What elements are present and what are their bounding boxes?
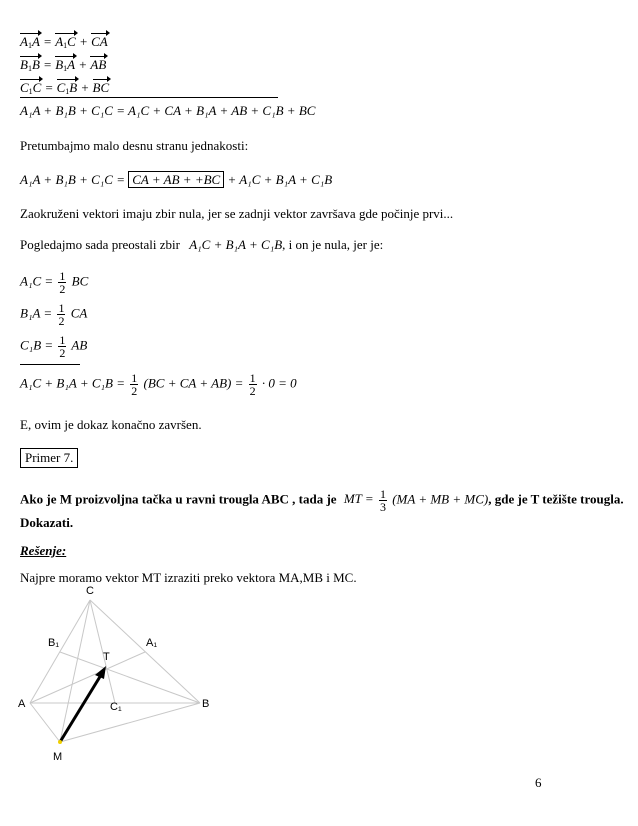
page-number: 6	[535, 775, 542, 790]
text-najpre: Najpre moramo vektor MT izraziti preko vektora MA,MB i MC.	[20, 570, 357, 585]
half-eq-rhs: BC	[71, 273, 89, 289]
point-m	[58, 740, 62, 744]
segment-ma	[30, 703, 60, 742]
triangle-lines	[30, 600, 200, 742]
side-ca	[30, 600, 90, 703]
final-sum-lhs: A₁C + B₁A + C₁B =	[20, 375, 125, 391]
fraction-half: $\frac{1}{2}$	[131, 371, 138, 398]
problem-text-a: Ako je M proizvoljna tačka u ravni trougla ABC , tada je	[20, 491, 337, 507]
label-m: M	[53, 751, 63, 763]
final-sum-end: · 0 = 0	[261, 375, 297, 391]
half-equation-2	[20, 302, 87, 327]
fraction-half-2: $\frac{1}{2}$	[249, 371, 256, 398]
text-pretumbajmo: Pretumbajmo malo desnu stranu jednakosti:	[20, 138, 249, 153]
pogledajmo-text-b: , i on je nula, jer je:	[282, 237, 384, 252]
fraction-half: $\frac{1}{2}$	[58, 301, 65, 328]
half-equation-1	[20, 270, 88, 295]
pogledajmo-expr: A₁C + B₁A + C₁B	[189, 237, 283, 252]
sum-divider	[20, 97, 278, 98]
label-b1: B₁	[48, 637, 60, 649]
boxed-vectors: CA + AB + +BC	[128, 171, 224, 188]
segment-mc	[60, 600, 90, 742]
label-a: A	[18, 698, 26, 710]
half-eq-lhs: A₁C =	[20, 273, 54, 289]
problem-expr: (MA + MB + MC)	[392, 491, 489, 507]
median-b	[60, 652, 200, 703]
rearranged-lhs: A₁A + B₁B + C₁C =	[20, 172, 125, 187]
label-c1: C₁	[110, 701, 122, 713]
final-sum-equation	[20, 372, 297, 397]
rearranged-equation	[20, 172, 332, 188]
vector-equation-1: $A_1A = A_1C$ + CA	[20, 34, 108, 50]
resenje-heading: Rešenje:	[20, 543, 67, 558]
half-eq-lhs: C₁B =	[20, 337, 54, 353]
half-eq-rhs: CA	[70, 305, 88, 321]
vector-equation-2: $B_1B = B_1A$ + AB	[20, 57, 107, 73]
half-eq-lhs: B₁A =	[20, 305, 53, 321]
rearranged-rest: + A₁C + B₁A + C₁B	[227, 172, 333, 187]
pogledajmo-text-a: Pogledajmo sada preostali zbir	[20, 237, 180, 252]
primer-label: Primer 7.	[20, 448, 78, 468]
half-eq-rhs: AB	[71, 337, 88, 353]
text-pogledajmo	[20, 237, 383, 253]
problem-statement	[20, 488, 624, 513]
fraction-half: $\frac{1}{2}$	[59, 269, 66, 296]
text-end-proof: E, ovim je dokaz konačno završen.	[20, 417, 202, 432]
label-t: T	[103, 651, 110, 663]
triangle-figure	[0, 580, 260, 770]
label-b: B	[202, 698, 210, 710]
final-sum-mid: (BC + CA + AB) =	[143, 375, 244, 391]
arrow-head-icon	[95, 666, 106, 679]
half-equation-3	[20, 334, 87, 359]
problem-mt: MT =	[343, 491, 374, 507]
vector-equation-3: $C_1C = C_1B$ + BC	[20, 80, 110, 96]
problem-text-b: , gde je T težište trougla.	[488, 491, 624, 507]
half-eq-divider	[20, 364, 80, 365]
problem-dokazati: Dokazati.	[20, 515, 74, 530]
text-zaokruzeni: Zaokruženi vektori imaju zbir nula, jer se zadnji vektor završava gde počinje prvi...	[20, 206, 454, 221]
fraction-half: $\frac{1}{2}$	[59, 333, 66, 360]
vector-sum-line: A₁A + B₁B + C₁C = A₁C + CA + B₁A + AB + C₁B + BC	[20, 103, 316, 118]
label-c: C	[86, 585, 94, 597]
fraction-third: $\frac{1}{3}$	[379, 487, 386, 514]
label-a1: A₁	[146, 637, 158, 649]
